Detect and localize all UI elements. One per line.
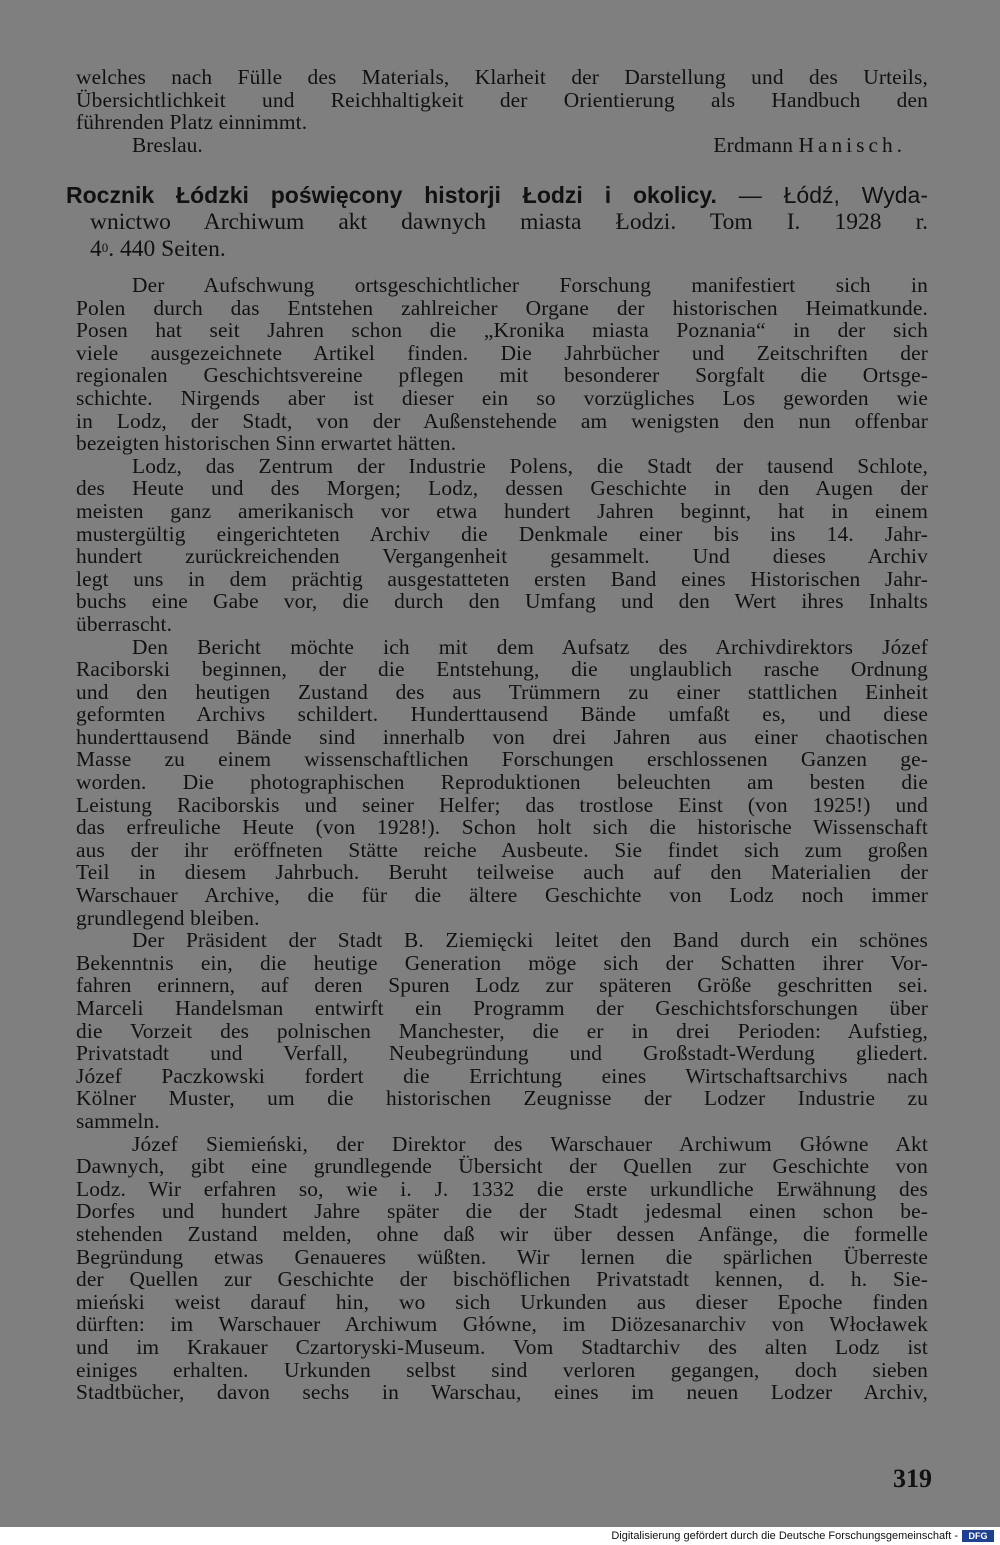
text-line: Warschauer Archive, die für die ältere Geschichte von Lodz noch immer xyxy=(76,883,928,908)
text-line: hundert zurückreichenden Vergangenheit gesammelt. Und dieses Archiv xyxy=(76,544,928,569)
text-line: Der Aufschwung ortsgeschichtlicher Forschung manifestiert sich in xyxy=(132,273,928,297)
text-line: geformten Archivs schildert. Hunderttausend Bände umfaßt es, und diese xyxy=(76,702,928,727)
paragraph-1 xyxy=(76,274,928,455)
format-superscript: 0 xyxy=(101,240,109,255)
text-line: Masse zu einem wissenschaftlichen Forschungen erschlossenen Ganzen ge- xyxy=(76,747,928,772)
text-line: Posen hat seit Jahren schon die „Kronika miasta Poznania“ in der sich xyxy=(76,318,928,343)
paragraph-4 xyxy=(76,929,928,1132)
format-number: 4 xyxy=(90,236,102,262)
text-line: Lodz, das Zentrum der Industrie Polens, die Stadt der tausend Schlote, xyxy=(132,453,928,478)
text-line: Dorfes und hundert Jahre später die der Stadt jedesmal einen schon be- xyxy=(76,1199,928,1224)
text-line: das erfreuliche Heute (von 1928!). Schon holt sich die historische Wissenschaft xyxy=(76,815,928,840)
text-line: mustergültig eingerichteten Archiv die Denkmale einer bis ins 14. Jahr- xyxy=(76,521,928,546)
review-title-line-3 xyxy=(66,236,928,263)
text-line: Dawnych, gibt eine grundlegende Übersicht der Quellen zur Geschichte von xyxy=(76,1154,928,1179)
text-line: Bekenntnis ein, die heutige Generation möge sich der Schatten ihrer Vor- xyxy=(76,950,928,975)
text-line: des Heute und des Morgen; Lodz, dessen Geschichte in den Augen der xyxy=(76,476,928,501)
text-line: fahren erinnern, auf deren Spuren Lodz zur späteren Größe geschritten sei. xyxy=(76,973,928,998)
reviewer-name xyxy=(713,134,906,157)
review-title-rest: — Łódź, Wyda- xyxy=(738,182,929,208)
text-line: schichte. Nirgends aber ist dieser ein so vorzügliches Los geworden wie xyxy=(76,385,928,410)
text-line: überrascht. xyxy=(76,611,173,636)
text-line: viele ausgezeichnete Artikel finden. Die Jahrbücher und Zeitschriften der xyxy=(76,340,928,365)
text-line: hunderttausend Bände sind innerhalb von drei Jahren aus einer chaotischen xyxy=(76,724,928,749)
text-line: stehenden Zustand melden, ohne daß wir über dessen Anfänge, die formelle xyxy=(76,1221,928,1246)
text-line: aus der ihr eröffneten Stätte reiche Ausbeute. Sie findet sich zum großen xyxy=(76,837,928,862)
text-line: und den heutigen Zustand des aus Trümmern zu einer stattlichen Einheit xyxy=(76,679,928,704)
review-heading xyxy=(66,182,928,263)
text-line: Den Bericht möchte ich mit dem Aufsatz des Archivdirektors Józef xyxy=(132,634,928,659)
text-line: führenden Platz einnimmt. xyxy=(76,110,308,135)
dfg-logo: DFG xyxy=(962,1530,994,1542)
text-line: Raciborski beginnen, der die Entstehung, die unglaublich rasche Ordnung xyxy=(76,657,928,682)
footer-credit: Digitalisierung gefördert durch die Deutsche Forschungsgemeinschaft - xyxy=(611,1530,958,1542)
paragraph-2 xyxy=(76,455,928,636)
text-line: bezeigten historischen Sinn erwartet hätten. xyxy=(76,431,457,456)
text-line: regionalen Geschichtsvereine pflegen mit besonderer Sorgfalt die Ortsge- xyxy=(76,363,928,388)
paragraph-5 xyxy=(76,1133,928,1404)
text-line: in Lodz, der Stadt, von der Außenstehende am wenigsten den nun offenbar xyxy=(76,408,928,433)
text-line: die Vorzeit des polnischen Manchester, die er in drei Perioden: Aufstieg, xyxy=(76,1018,928,1043)
text-line: Lodz. Wir erfahren so, wie i. J. 1332 die erste urkundliche Erwähnung des xyxy=(76,1176,928,1201)
review-title-line-1 xyxy=(66,182,928,209)
digitization-footer xyxy=(0,1527,1000,1545)
signature-row xyxy=(76,134,928,157)
text-line: meisten ganz amerikanisch vor etwa hundert Jahren beginnt, hat in einem xyxy=(76,498,928,523)
place-name: Breslau. xyxy=(132,132,203,157)
text-line: legt uns in dem prächtig ausgestatteten ersten Band eines Historischen Jahr- xyxy=(76,566,928,591)
page-count: . 440 Seiten. xyxy=(108,236,226,262)
reviewer-first-name: Erdmann xyxy=(713,132,794,157)
page-number: 319 xyxy=(893,1464,932,1493)
text-line: der Quellen zur Geschichte der bischöflichen Privatstadt kennen, d. h. Sie- xyxy=(76,1267,928,1292)
text-line: Privatstadt und Verfall, Neubegründung und Großstadt-Werdung gliedert. xyxy=(76,1041,928,1066)
text-line: Übersichtlichkeit und Reichhaltigkeit der Orientierung als Handbuch den xyxy=(76,87,928,112)
text-line: Józef Paczkowski fordert die Errichtung eines Wirtschaftsarchivs nach xyxy=(76,1063,928,1088)
text-line: grundlegend bleiben. xyxy=(76,905,260,930)
text-line: Marceli Handelsman entwirft ein Programm der Geschichtsforschungen über xyxy=(76,996,928,1020)
text-line: mieński weist darauf hin, wo sich Urkunden aus dieser Epoche finden xyxy=(76,1289,928,1314)
text-line: Józef Siemieński, der Direktor des Warschauer Archiwum Główne Akt xyxy=(132,1131,928,1156)
text-line: Der Präsident der Stadt B. Ziemięcki leitet den Band durch ein schönes xyxy=(132,928,928,953)
text-line: dürften: im Warschauer Archiwum Główne, im Diözesanarchiv von Włocławek xyxy=(76,1312,928,1337)
text-line: worden. Die photographischen Reproduktionen beleuchten am besten die xyxy=(76,770,928,795)
text-line: welches nach Fülle des Materials, Klarheit der Darstellung und des Urteils, xyxy=(76,65,928,89)
review-title-bold: Rocznik Łódzki poświęcony historji Łodzi i okolicy. xyxy=(66,182,717,208)
intro-section xyxy=(76,66,928,157)
text-line: einiges erhalten. Urkunden selbst sind verloren gegangen, doch sieben xyxy=(76,1357,928,1382)
text-line: Teil in diesem Jahrbuch. Beruht teilweise auch auf den Materialien der xyxy=(76,860,928,885)
text-line: buchs eine Gabe vor, die durch den Umfang und den Wert ihres Inhalts xyxy=(76,589,928,614)
text-line: Stadtbücher, davon sechs in Warschau, eines im neuen Lodzer Archiv, xyxy=(76,1380,928,1405)
text-line: Kölner Muster, um die historischen Zeugnisse der Lodzer Industrie zu xyxy=(76,1086,928,1111)
text-line: sammeln. xyxy=(76,1108,160,1133)
text-line: Leistung Raciborskis und seiner Helfer; das trostlose Einst (von 1925!) und xyxy=(76,792,928,817)
paragraph-3 xyxy=(76,636,928,930)
review-title-line-2: wnictwo Archiwum akt dawnych miasta Łodzi. Tom I. 1928 r. xyxy=(90,209,928,235)
text-line: Begründung etwas Genaueres wüßten. Wir lernen die spärlichen Überreste xyxy=(76,1244,928,1269)
reviewer-last-name: Hanisch. xyxy=(798,132,906,157)
review-body xyxy=(76,274,928,1404)
text-line: und im Krakauer Czartoryski-Museum. Vom Stadtarchiv des alten Lodz ist xyxy=(76,1334,928,1359)
text-line: Polen durch das Entstehen zahlreicher Organe der historischen Heimatkunde. xyxy=(76,295,928,320)
